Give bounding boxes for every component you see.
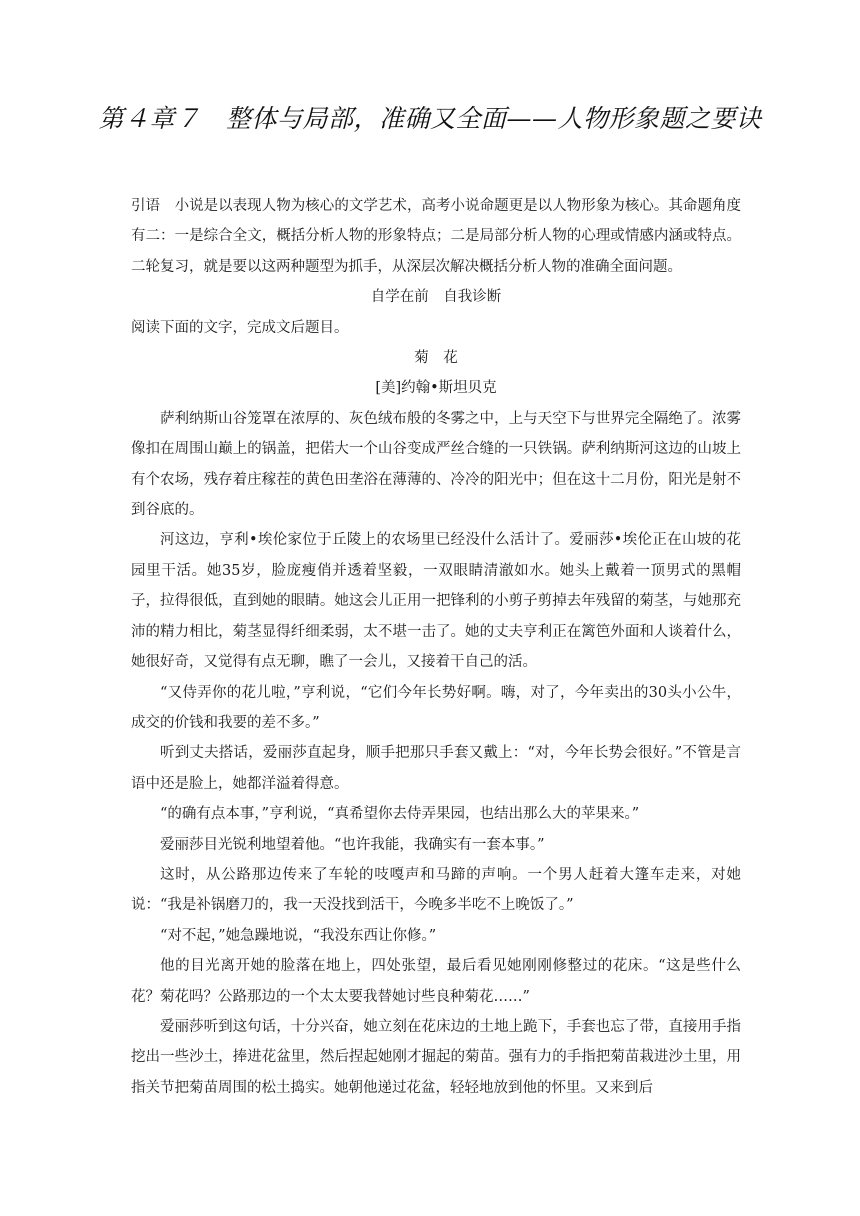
document-body [131, 191, 741, 1103]
intro-paragraph [131, 191, 741, 282]
story-paragraph: “的确有点本事，”亨利说，“真希望你去侍弄果园，也结出那么大的苹果来。” [160, 806, 640, 823]
story-paragraph: 这时，从公路那边传来了车轮的吱嘎声和马蹄的声响。一个男人赶着大篷车走来，对她说：“我是补锅磨刀的，我一天没找到活干，今晚多半吃不上晚饭了。” [131, 866, 741, 914]
story-paragraph: 听到丈夫搭话，爱丽莎直起身，顺手把那只手套又戴上：“对，今年长势会很好。”不管是言语中还是脸上，她都洋溢着得意。 [131, 745, 741, 792]
reading-instruction: 阅读下面的文字，完成文后题目。 [131, 319, 349, 336]
story-paragraph: 爱丽莎听到这句话，十分兴奋，她立刻在花床边的土地上跪下，手套也忘了带，直接用手指挖出一些沙土，捧进花盆里，然后捏起她刚才掘起的菊苗。强有力的手指把菊苗栽进沙土里，用指关节把菊苗周围的松土捣实。她朝他递过花盆，轻轻地放到他的怀里。又来到后 [131, 1018, 741, 1096]
story-paragraph: “对不起，”她急躁地说，“我没东西让你修。” [160, 927, 437, 944]
story-title: 菊 花 [414, 350, 458, 367]
story-paragraph: 萨利纳斯山谷笼罩在浓厚的、灰色绒布般的冬雾之中，上与天空下与世界完全隔绝了。浓雾像扣在周围山巅上的锅盖，把偌大一个山谷变成严丝合缝的一只铁锅。萨利纳斯河这边的山坡上有个农场，残存着庄稼茬的黄色田垄浴在薄薄的、冷冷的阳光中；但在这十二月份，阳光是射不到谷底的。 [131, 410, 741, 519]
section-heading: 自学在前 自我诊断 [370, 289, 502, 306]
story-author: [美]约翰•斯坦贝克 [375, 380, 497, 397]
story-paragraph: 他的目光离开她的脸落在地上，四处张望，最后看见她刚刚修整过的花床。“这是些什么花？菊花吗？公路那边的一个太太要我替她讨些良种菊花……” [131, 958, 741, 1005]
intro-label: 引语 [131, 198, 161, 214]
intro-text: 小说是以表现人物为核心的文学艺术，高考小说命题更是以人物形象为核心。其命题角度有二：一是综合全文，概括分析人物的形象特点；二是局部分析人物的心理或情感内涵或特点。二轮复习，就是要以这两种题型为抓手，从深层次解决概括分析人物的准确全面问题。 [131, 198, 742, 275]
story-paragraph: 爱丽莎目光锐利地望着他。“也许我能，我确实有一套本事。” [160, 836, 545, 853]
chapter-title: 第４章７ 整体与局部，准确又全面——人物形象题之要诀 [98, 104, 762, 133]
story-paragraph: “又侍弄你的花儿啦，”亨利说，“它们今年长势好啊。嗨，对了，今年卖出的30头小公牛，成交的价钱和我要的差不多。” [131, 684, 741, 731]
story-paragraph: 河这边，亨利•埃伦家位于丘陵上的农场里已经没什么活计了。爱丽莎•埃伦正在山坡的花园里干活。她35岁，脸庞瘦俏并透着坚毅，一双眼睛清澈如水。她头上戴着一顶男式的黑帽子，拉得很低，直到她的眼睛。她这会儿正用一把锋利的小剪子剪掉去年残留的菊茎，与她那充沛的精力相比，菊茎显得纤细柔弱，太不堪一击了。她的丈夫亨利正在篱笆外面和人谈着什么，她很好奇，又觉得有点无聊，瞧了一会儿，又接着干自己的活。 [131, 532, 741, 671]
